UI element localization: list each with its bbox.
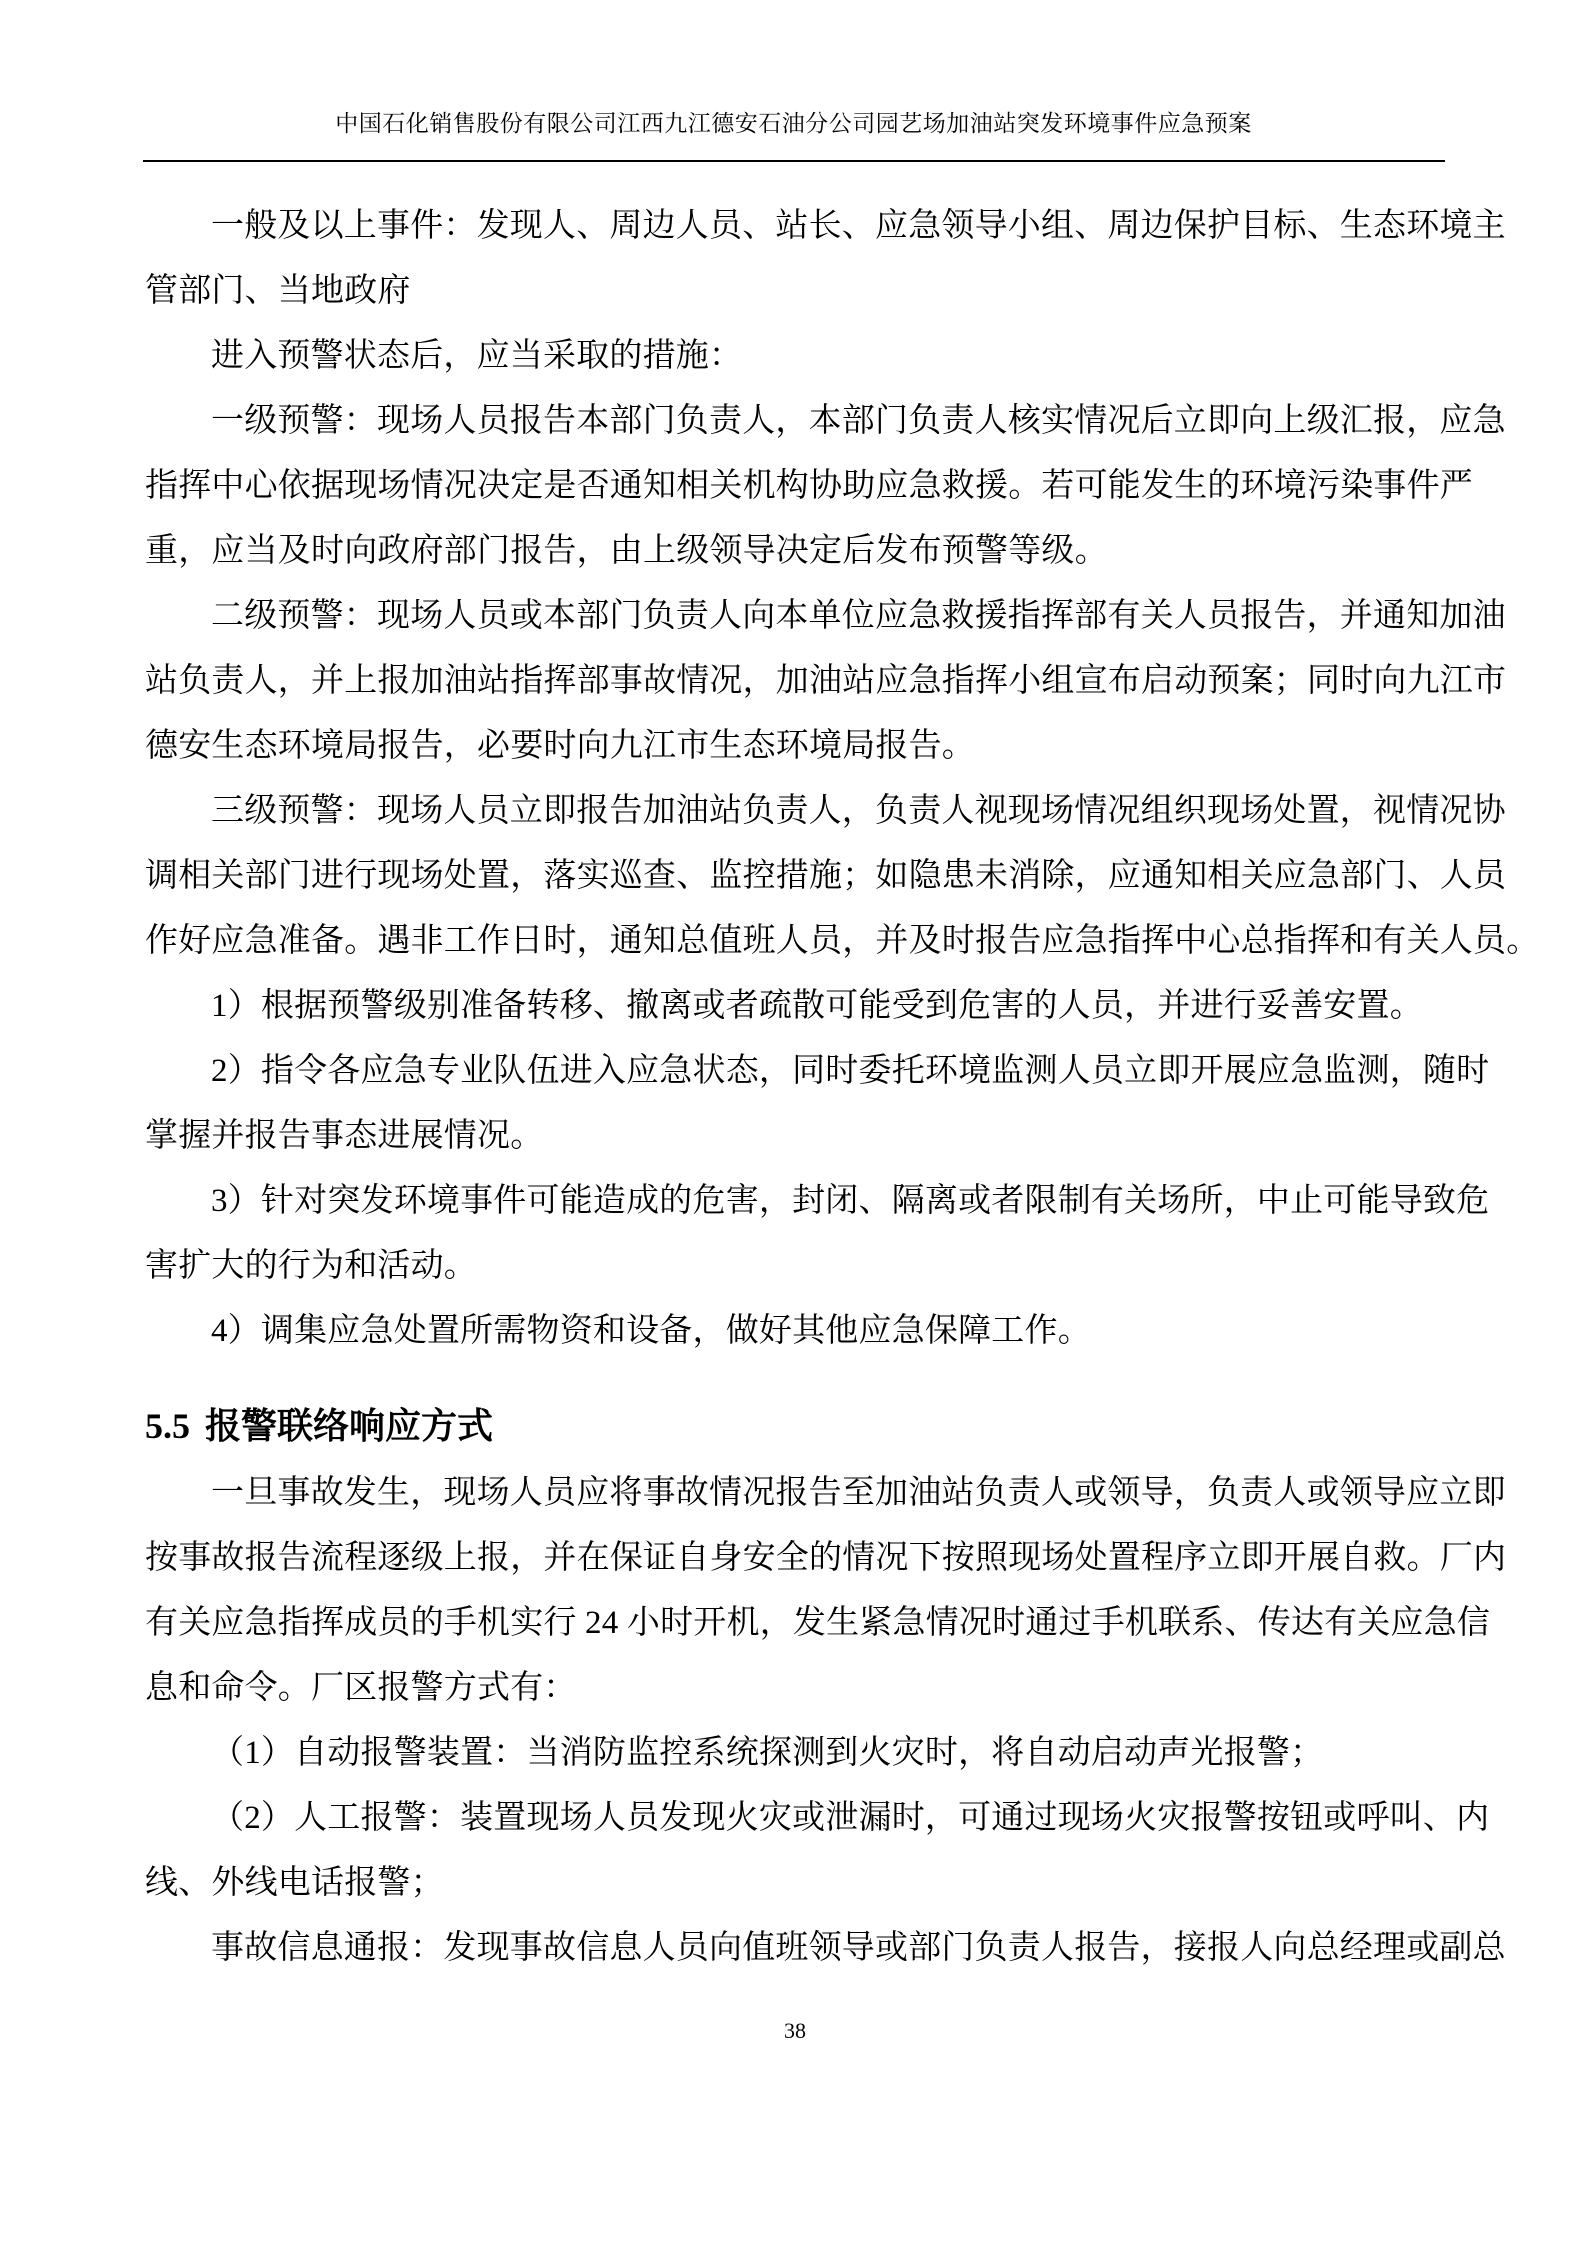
- text-line: 重，应当及时向政府部门报告，由上级领导决定后发布预警等级。: [145, 533, 1108, 569]
- text-line: 1）根据预警级别准备转移、撤离或者疏散可能受到危害的人员，并进行妥善安置。: [211, 988, 1423, 1024]
- text-line: 三级预警：现场人员立即报告加油站负责人，负责人视现场情况组织现场处置，视情况协: [211, 793, 1506, 829]
- text-line: 德安生态环境局报告，必要时向九江市生态环境局报告。: [145, 728, 975, 764]
- text-line: 一般及以上事件：发现人、周边人员、站长、应急领导小组、周边保护目标、生态环境主: [211, 208, 1506, 244]
- text-line: 4）调集应急处置所需物资和设备，做好其他应急保障工作。: [211, 1313, 1091, 1349]
- text-line: 事故信息通报：发现事故信息人员向值班领导或部门负责人报告，接报人向总经理或副总: [211, 1930, 1506, 1966]
- section-title: 报警联络响应方式: [205, 1406, 494, 1446]
- text-line: 3）针对突发环境事件可能造成的危害，封闭、隔离或者限制有关场所，中止可能导致危: [211, 1183, 1490, 1219]
- text-line: 一级预警：现场人员报告本部门负责人，本部门负责人核实情况后立即向上级汇报，应急: [211, 403, 1506, 439]
- document-body: [145, 194, 1540, 1981]
- text-line: 作好应急准备。遇非工作日时，通知总值班人员，并及时报告应急指挥中心总指挥和有关人员。: [145, 923, 1540, 959]
- text-line: 站负责人，并上报加油站指挥部事故情况，加油站应急指挥小组宣布启动预案；同时向九江市: [145, 663, 1507, 699]
- text-line: 按事故报告流程逐级上报，并在保证自身安全的情况下按照现场处置程序立即开展自救。厂内: [145, 1540, 1507, 1576]
- text-line: 有关应急指挥成员的手机实行 24 小时开机，发生紧急情况时通过手机联系、传达有关应急信: [145, 1605, 1491, 1641]
- text-line: 管部门、当地政府: [145, 273, 411, 309]
- text-line: 掌握并报告事态进展情况。: [145, 1118, 544, 1154]
- text-line: 线、外线电话报警；: [145, 1865, 444, 1901]
- body-text-block-2: [145, 1461, 1507, 1981]
- text-line: 二级预警：现场人员或本部门负责人向本单位应急救援指挥部有关人员报告，并通知加油: [211, 598, 1506, 634]
- page-number: 38: [784, 2018, 806, 2043]
- document-header: 中国石化销售股份有限公司江西九江德安石油分公司园艺场加油站突发环境事件应急预案: [335, 111, 1252, 136]
- header-rule: [143, 160, 1445, 162]
- text-line: （2）人工报警：装置现场人员发现火灾或泄漏时，可通过现场火灾报警按钮或呼叫、内: [211, 1800, 1490, 1836]
- text-line: 进入预警状态后，应当采取的措施：: [211, 338, 743, 374]
- section-heading: [145, 1391, 1445, 1461]
- text-line: 一旦事故发生，现场人员应将事故情况报告至加油站负责人或领导，负责人或领导应立即: [211, 1475, 1506, 1511]
- text-line: 息和命令。厂区报警方式有：: [145, 1670, 577, 1706]
- section-number: 5.5: [145, 1406, 190, 1446]
- text-line: 2）指令各应急专业队伍进入应急状态，同时委托环境监测人员立即开展应急监测，随时: [211, 1053, 1490, 1089]
- text-line: 指挥中心依据现场情况决定是否通知相关机构协助应急救援。若可能发生的环境污染事件严: [145, 468, 1473, 504]
- text-line: 害扩大的行为和活动。: [145, 1248, 477, 1284]
- text-line: （1）自动报警装置：当消防监控系统探测到火灾时，将自动启动声光报警；: [211, 1735, 1324, 1771]
- body-text-block-1: [145, 194, 1540, 1364]
- text-line: 调相关部门进行现场处置，落实巡查、监控措施；如隐患未消除，应通知相关应急部门、人员: [145, 858, 1507, 894]
